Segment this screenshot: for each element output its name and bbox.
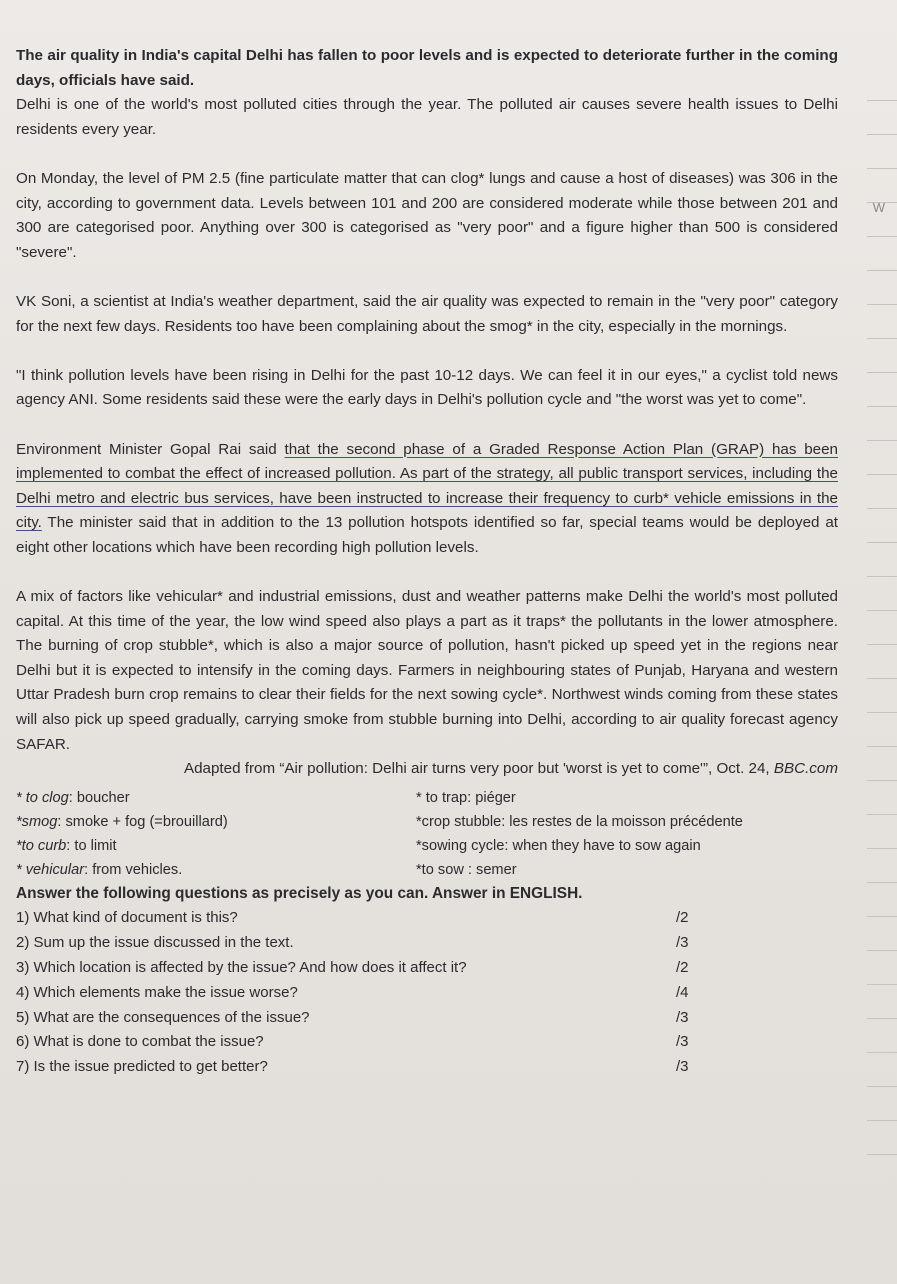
question-score: /4 xyxy=(676,983,689,1001)
glossary-item: * vehicular: from vehicles. xyxy=(16,861,183,878)
p5-start: Environment Minister Gopal Rai said xyxy=(16,440,285,458)
glossary-item: *to curb: to limit xyxy=(16,837,117,854)
question-score: /2 xyxy=(676,909,689,927)
question-score: /3 xyxy=(676,934,689,952)
question-row: 5) What are the consequences of the issue? /3 xyxy=(16,1006,716,1031)
question-row: 7) Is the issue predicted to get better? /3 xyxy=(16,1055,716,1080)
margin-letter: W xyxy=(872,200,885,215)
glossary-item: * to trap: piéger xyxy=(416,789,516,806)
article-paragraph-4: "I think pollution levels have been rising in Delhi for the past 10-12 days. We can feel it in our eyes," a cyclist told news agency ANI. Some residents said these were the early days in Delhi's pollution cycle and "the worst was yet to come". xyxy=(16,366,838,409)
article-paragraph-2: On Monday, the level of PM 2.5 (fine particulate matter that can clog* lungs and cause a host of diseases) was 306 in the city, according to government data. Levels between 101 and 200 are considered moderate while those between 201 and 300 are categorised poor. Anything over 300 is categorised as "very poor" and a figure higher than 500 is considered "severe". xyxy=(16,169,838,261)
article-source: Adapted from “Air pollution: Delhi air turns very poor but 'worst is yet to come'”, Oct. 24, BBC.com xyxy=(183,760,838,778)
p5-underlined: that the second phase of a Graded Response Action Plan (GRAP) has been implemented to combat the effect of increased pollution. As part of the strategy, all public transport services, including the Delhi metro and electric bus services, have been instructed to increase their frequency to curb* vehicle emissions in the city. xyxy=(16,440,838,532)
glossary-item: * to clog: boucher xyxy=(16,789,130,806)
question-row: 4) Which elements make the issue worse? /4 xyxy=(16,981,716,1006)
article-intro: The air quality in India's capital Delhi has fallen to poor levels and is expected to deteriorate further in the coming days, officials have said. xyxy=(16,47,838,89)
margin-ruled-lines xyxy=(867,100,897,1200)
task-instruction: Answer the following questions as precisely as you can. Answer in ENGLISH. xyxy=(16,884,583,902)
question-score: /3 xyxy=(676,1008,689,1026)
source-site: BBC.com xyxy=(773,760,838,778)
question-row: 3) Which location is affected by the issue? And how does it affect it? /2 xyxy=(16,956,716,981)
question-score: /2 xyxy=(676,959,689,976)
article-paragraph-3: VK Soni, a scientist at India's weather department, said the air quality was expected to remain in the "very poor" category for the next few days. Residents too have been complaining about the smog* in the city, especially in the mornings. xyxy=(16,292,838,335)
glossary-item: *smog: smoke + fog (=brouillard) xyxy=(16,813,228,830)
question-score: /3 xyxy=(676,1033,689,1051)
question-row: 2) Sum up the issue discussed in the text. /3 xyxy=(16,931,716,956)
article-column xyxy=(16,44,838,1080)
glossary xyxy=(16,786,838,882)
question-score: /3 xyxy=(676,1058,689,1076)
article-paragraph-5 xyxy=(16,438,838,561)
glossary-item: *crop stubble: les restes de la moisson précédente xyxy=(416,813,743,830)
glossary-item: *sowing cycle: when they have to sow again xyxy=(416,837,701,854)
article-paragraph-1: Delhi is one of the world's most polluted cities through the year. The polluted air causes severe health issues to Delhi residents every year. xyxy=(16,96,838,138)
glossary-item: *to sow : semer xyxy=(416,861,517,878)
p5-end: The minister said that in addition to the 13 pollution hotspots identified so far, special teams would be deployed at eight other locations which have been recording high pollution levels. xyxy=(16,514,838,556)
question-row: 1) What kind of document is this? /2 xyxy=(16,906,716,931)
question-row: 6) What is done to combat the issue? /3 xyxy=(16,1030,716,1055)
article-paragraph-6: A mix of factors like vehicular* and industrial emissions, dust and weather patterns make Delhi the world's most polluted capital. At this time of the year, the low wind speed also plays a part as it traps* the pollutants in the lower atmosphere. The burning of crop stubble*, which is also a major source of pollution, hasn't picked up speed yet in the regions near Delhi but it is expected to intensify in the coming days. Farmers in neighbouring states of Punjab, Haryana and western Uttar Pradesh burn crop remains to clear their fields for the next sowing cycle*. Northwest winds coming from these states will also pick up speed gradually, carrying smoke from stubble burning into Delhi, according to air quality forecast agency SAFAR. xyxy=(16,588,838,753)
question-list xyxy=(16,906,838,1080)
